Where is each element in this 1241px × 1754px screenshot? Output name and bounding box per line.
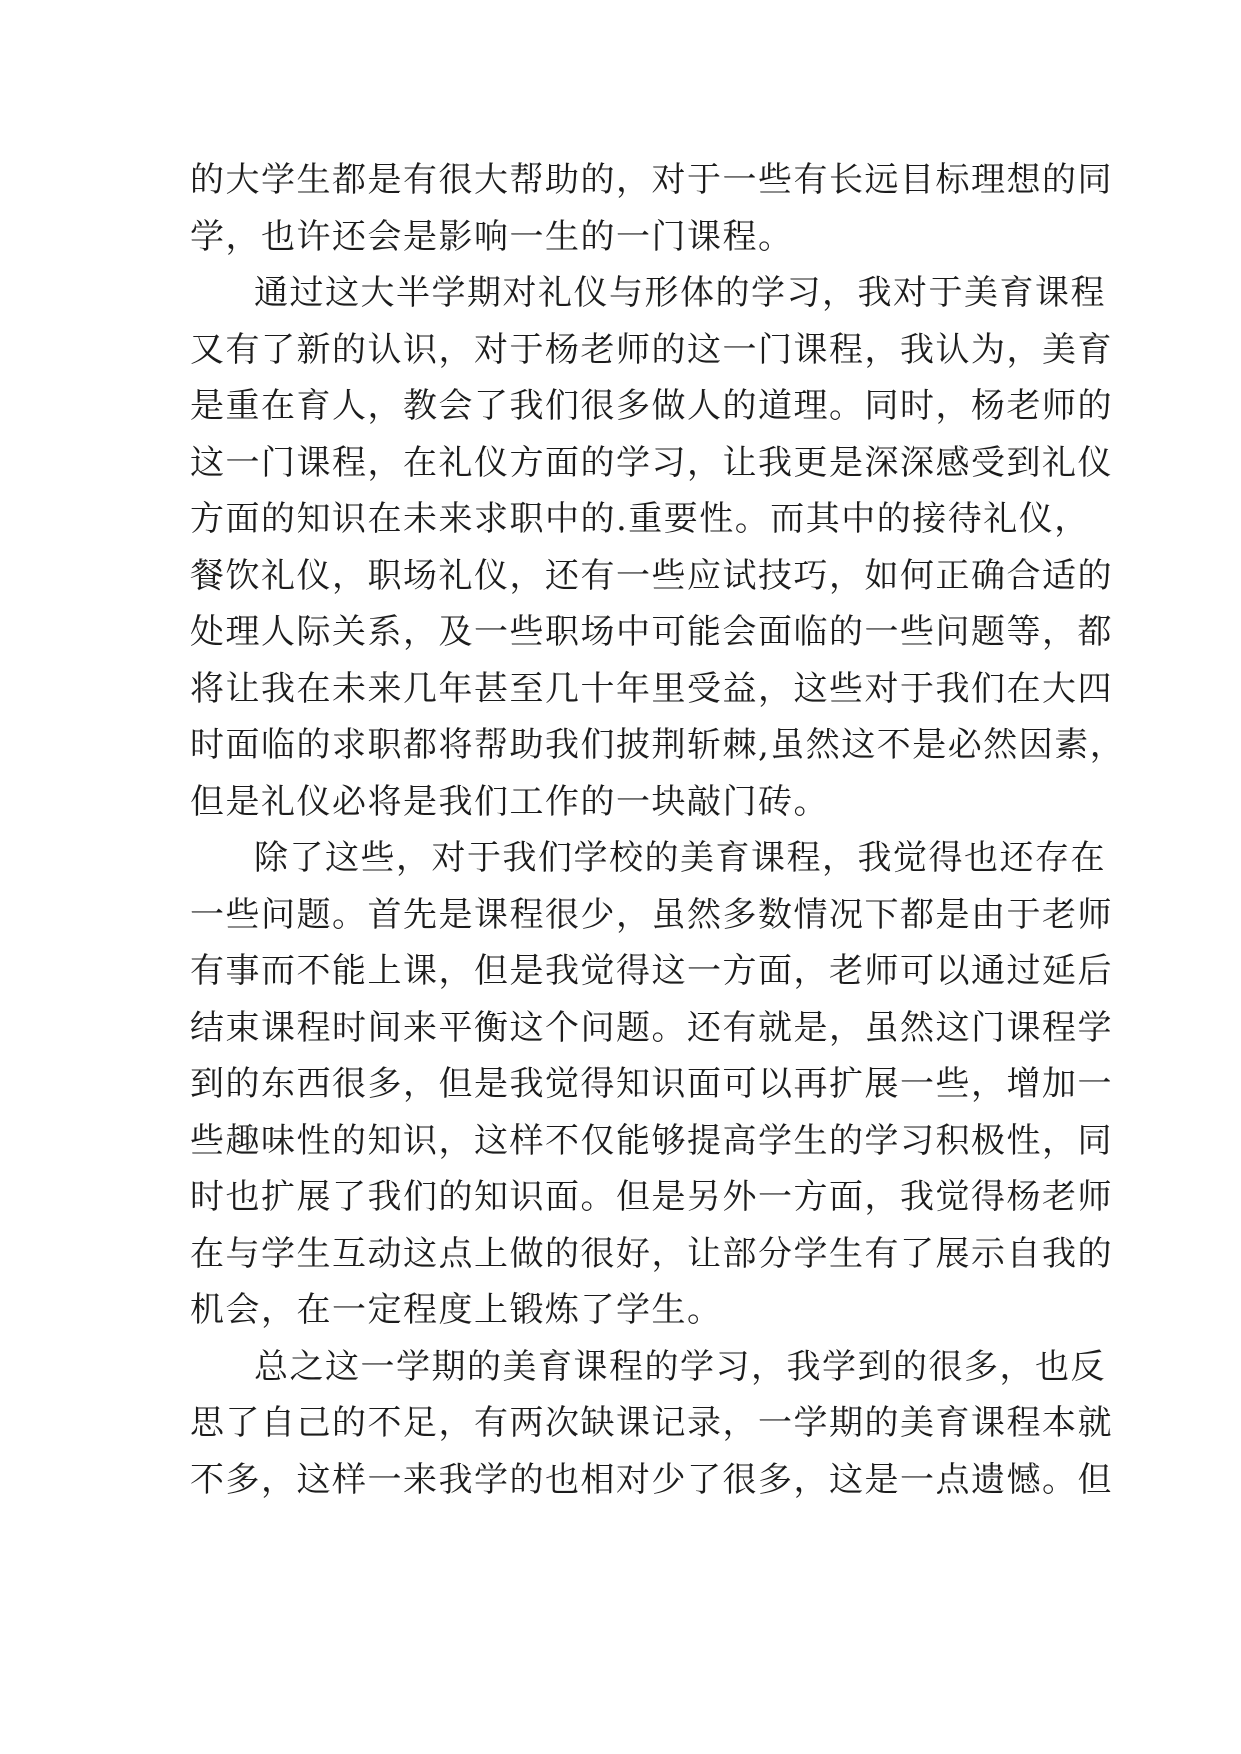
- text-line: 学，也许还会是影响一生的一门课程。: [190, 216, 794, 257]
- text-line: 思了自己的不足，有两次缺课记录，一学期的美育课程本就: [190, 1403, 1113, 1443]
- text-line: 时也扩展了我们的知识面。但是另外一方面，我觉得杨老师: [190, 1177, 1113, 1217]
- text-line: 不多，这样一来我学的也相对少了很多，这是一点遗憾。但: [190, 1459, 1113, 1500]
- paragraph: [190, 265, 1126, 830]
- text-line: 机会，在一定程度上锻炼了学生。: [190, 1290, 723, 1330]
- text-line: 方面的知识在未来求职中的.重要性。而其中的接待礼仪，: [190, 499, 1090, 539]
- text-line: 是重在育人，教会了我们很多做人的道理。同时，杨老师的: [190, 386, 1113, 426]
- text-line: 结束课程时间来平衡这个问题。还有就是，虽然这门课程学: [190, 1007, 1113, 1048]
- text-line: 将让我在未来几年甚至几十年里受益，这些对于我们在大四: [190, 668, 1113, 709]
- text-line: 有事而不能上课，但是我觉得这一方面，老师可以通过延后: [190, 951, 1113, 991]
- paragraph: [190, 152, 1113, 265]
- text-line: 通过这大半学期对礼仪与形体的学习，我对于美育课程: [254, 273, 1106, 313]
- text-line: 在与学生互动这点上做的很好，让部分学生有了展示自我的: [190, 1233, 1113, 1274]
- text-line: 总之这一学期的美育课程的学习，我学到的很多，也反: [254, 1346, 1106, 1387]
- text-line: 些趣味性的知识，这样不仅能够提高学生的学习积极性，同: [190, 1120, 1113, 1161]
- text-line: 这一门课程，在礼仪方面的学习，让我更是深深感受到礼仪: [190, 442, 1113, 483]
- document-body: [190, 152, 1126, 1508]
- text-line: 到的东西很多，但是我觉得知识面可以再扩展一些，增加一: [190, 1064, 1113, 1104]
- text-line: 处理人际关系，及一些职场中可能会面临的一些问题等，都: [190, 612, 1113, 652]
- text-line: 的大学生都是有很大帮助的，对于一些有长远目标理想的同: [190, 160, 1113, 200]
- paragraph: [190, 1339, 1113, 1509]
- text-line: 时面临的求职都将帮助我们披荆斩棘,虽然这不是必然因素，: [190, 725, 1126, 765]
- paragraph: [190, 830, 1113, 1339]
- text-line: 但是礼仪必将是我们工作的一块敲门砖。: [190, 781, 829, 822]
- text-line: 除了这些，对于我们学校的美育课程，我觉得也还存在: [254, 838, 1106, 878]
- text-line: 餐饮礼仪，职场礼仪，还有一些应试技巧，如何正确合适的: [190, 555, 1113, 596]
- text-line: 又有了新的认识，对于杨老师的这一门课程，我认为，美育: [190, 329, 1113, 370]
- text-line: 一些问题。首先是课程很少，虽然多数情况下都是由于老师: [190, 894, 1113, 935]
